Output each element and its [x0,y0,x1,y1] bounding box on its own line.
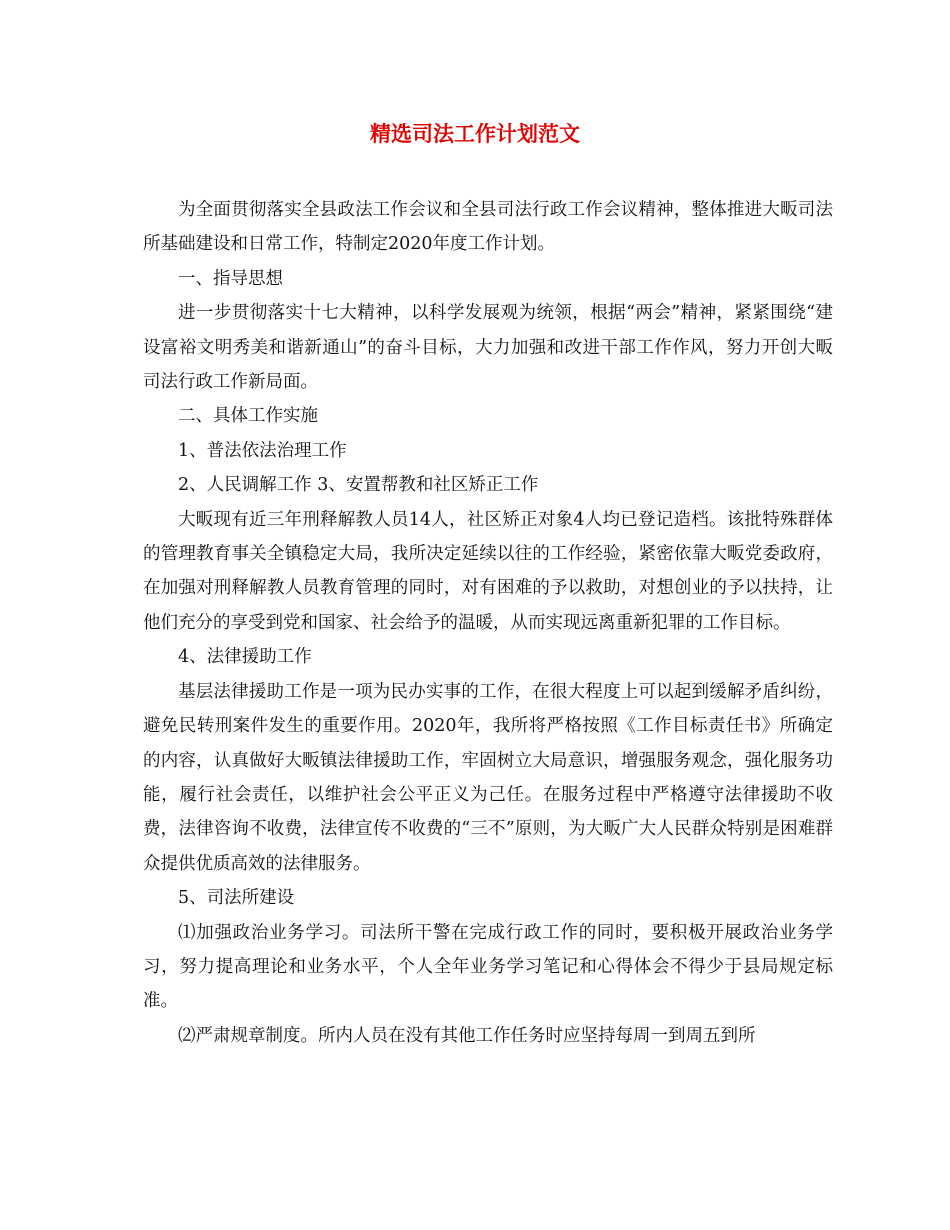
paragraph-study: ⑴加强政治业务学习。司法所干警在完成行政工作的同时，要积极开展政治业务学习，努力提高理论和业务水平，个人全年业务学习笔记和心得体会不得少于县局规定标准。 [143,922,833,1012]
paragraph-legal-aid-details: 基层法律援助工作是一项为民办实事的工作，在很大程度上可以起到缓解矛盾纠纷，避免民转刑案件发生的重要作用。2020年，我所将严格按照《工作目标责任书》所确定的内容，认真做好大畈镇法律援助工作，牢固树立大局意识，增强服务观念，强化服务功能，履行社会责任，以维护社会公平正义为己任。在服务过程中严格遵守法律援助不收费，法律咨询不收费，法律宣传不收费的“三不”原则，为大畈广大人民群众特别是困难群众提供优质高效的法律服务。 [143,681,833,874]
heading-implementation: 二、具体工作实施 [178,406,318,427]
document-title: 精选司法工作计划范文 [370,121,580,146]
item-mediation-and-correction: 2、人民调解工作 3、安置帮教和社区矫正工作 [178,475,539,496]
paragraph-rules: ⑵严肃规章制度。所内人员在没有其他工作任务时应坚持每周一到周五到所 [178,1025,756,1046]
paragraph-correction-details: 大畈现有近三年刑释解教人员14人，社区矫正对象4人均已登记造档。该批特殊群体的管理教育事关全镇稳定大局，我所决定延续以往的工作经验，紧密依靠大畈党委政府，在加强对刑释解教人员教育管理的同时，对有困难的予以救助，对想创业的予以扶持，让他们充分的享受到党和国家、社会给予的温暖，从而实现远离重新犯罪的工作目标。 [143,509,833,633]
heading-guiding-ideology: 一、指导思想 [178,268,283,289]
item-law-popularization: 1、普法依法治理工作 [178,440,347,461]
item-legal-aid: 4、法律援助工作 [178,647,312,668]
paragraph-guiding-ideology: 进一步贯彻落实十七大精神，以科学发展观为统领，根据“两会”精神，紧紧围绕“建设富裕文明秀美和谐新通山”的奋斗目标，大力加强和改进干部工作作风，努力开创大畈司法行政工作新局面。 [143,303,833,393]
document-body [143,193,833,1053]
paragraph-intro: 为全面贯彻落实全县政法工作会议和全县司法行政工作会议精神，整体推进大畈司法所基础建设和日常工作，特制定2020年度工作计划。 [143,200,833,255]
item-office-construction: 5、司法所建设 [178,888,295,909]
